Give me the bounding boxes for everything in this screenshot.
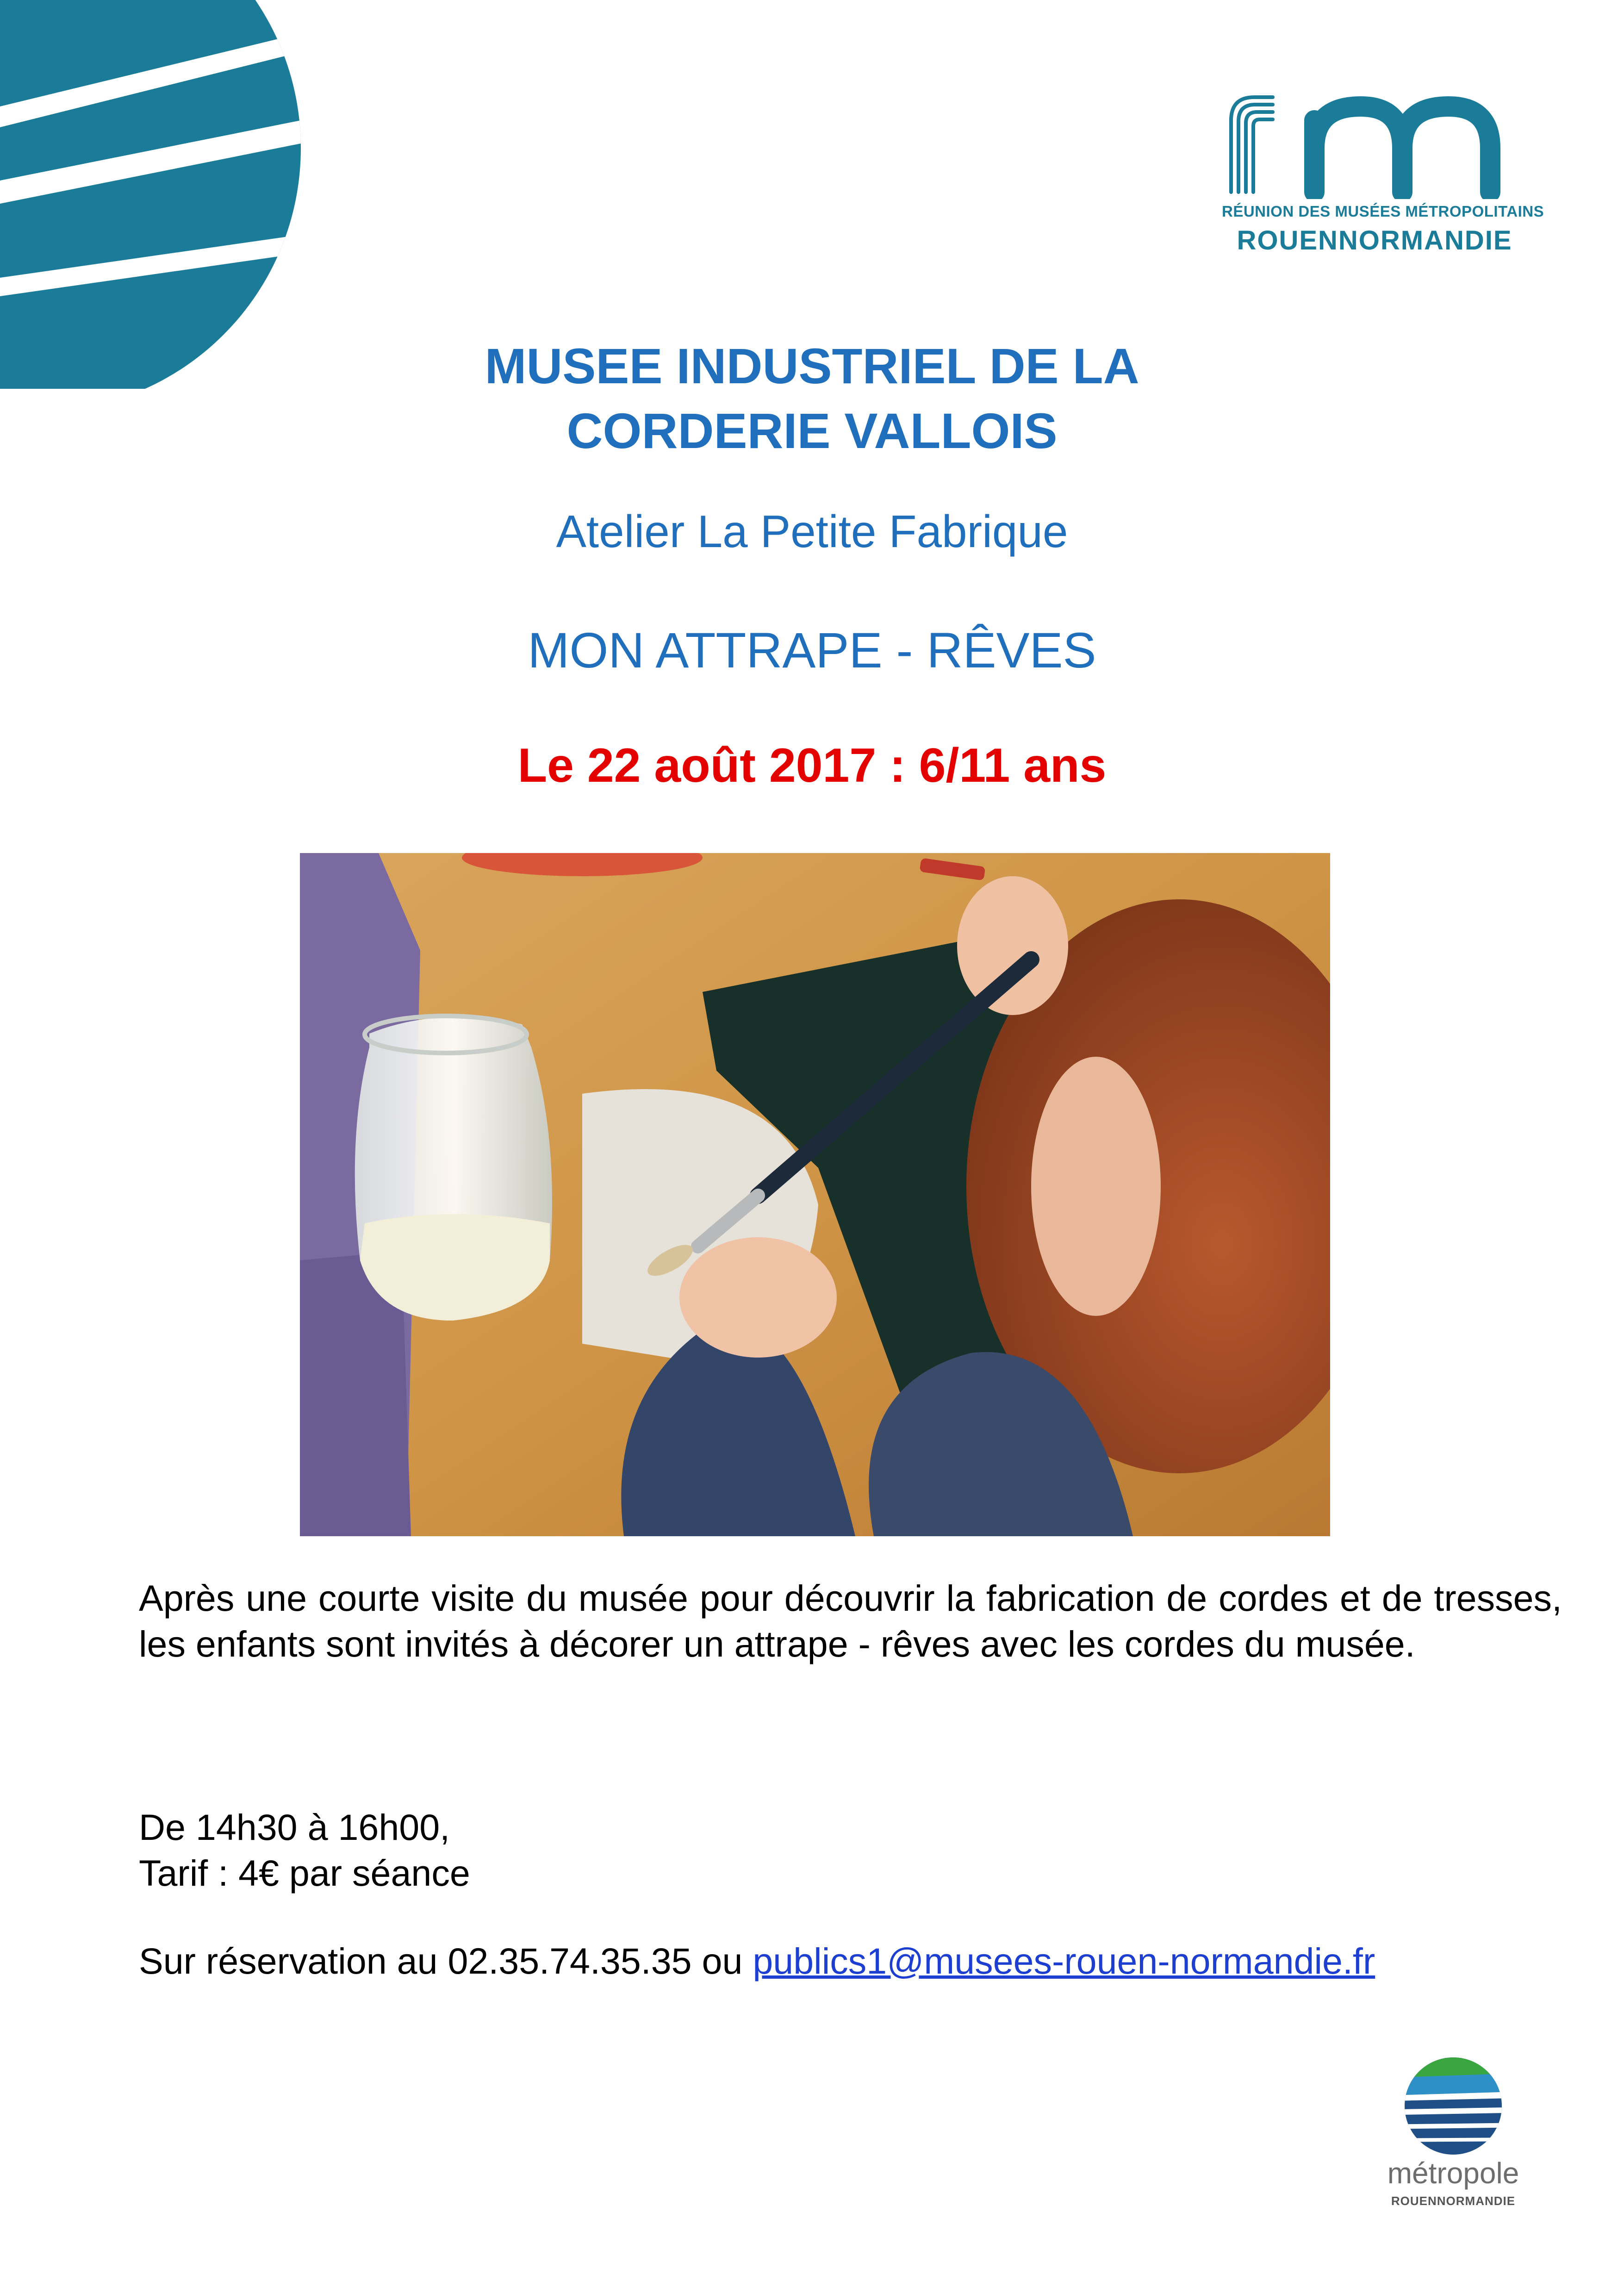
- workshop-photo: [300, 853, 1330, 1536]
- metropole-logo: [1375, 2055, 1532, 2249]
- schedule-block: [139, 1804, 470, 1896]
- schedule-price: Tarif : 4€ par séance: [139, 1852, 470, 1894]
- logo-tagline: RÉUNION DES MUSÉES MÉTROPOLITAINS: [1222, 203, 1544, 220]
- workshop-description: Après une courte visite du musée pour découvrir la fabrication de cordes et de tresses, les enfants sont invités à décorer un attrape - rêves avec les cordes du musée.: [139, 1577, 1562, 1664]
- logo-city: ROUENNORMANDIE: [1237, 225, 1512, 255]
- workshop-subtitle: Atelier La Petite Fabrique: [556, 506, 1068, 557]
- reservation-line: [139, 1938, 1375, 1984]
- workshop-photo-illustration: [300, 853, 1330, 1536]
- reservation-email-link[interactable]: publics1@musees-rouen-normandie.fr: [753, 1940, 1375, 1981]
- event-name: MON ATTRAPE - RÊVES: [528, 622, 1096, 678]
- metropole-logo-mark: [1375, 2055, 1532, 2157]
- rm-logo-mark: [1222, 93, 1527, 199]
- rm-logo: [1222, 93, 1544, 296]
- reservation-text: Sur réservation au 02.35.74.35.35 ou: [139, 1940, 753, 1981]
- museum-title-line-1: MUSEE INDUSTRIEL DE LA: [485, 338, 1139, 394]
- event-date: Le 22 août 2017 : 6/11 ans: [517, 739, 1107, 792]
- museum-title-line-2: CORDERIE VALLOIS: [566, 403, 1058, 459]
- corner-decoration: [0, 0, 324, 389]
- metropole-city: ROUENNORMANDIE: [1391, 2194, 1516, 2208]
- metropole-word: métropole: [1387, 2156, 1519, 2190]
- schedule-time: De 14h30 à 16h00,: [139, 1807, 450, 1848]
